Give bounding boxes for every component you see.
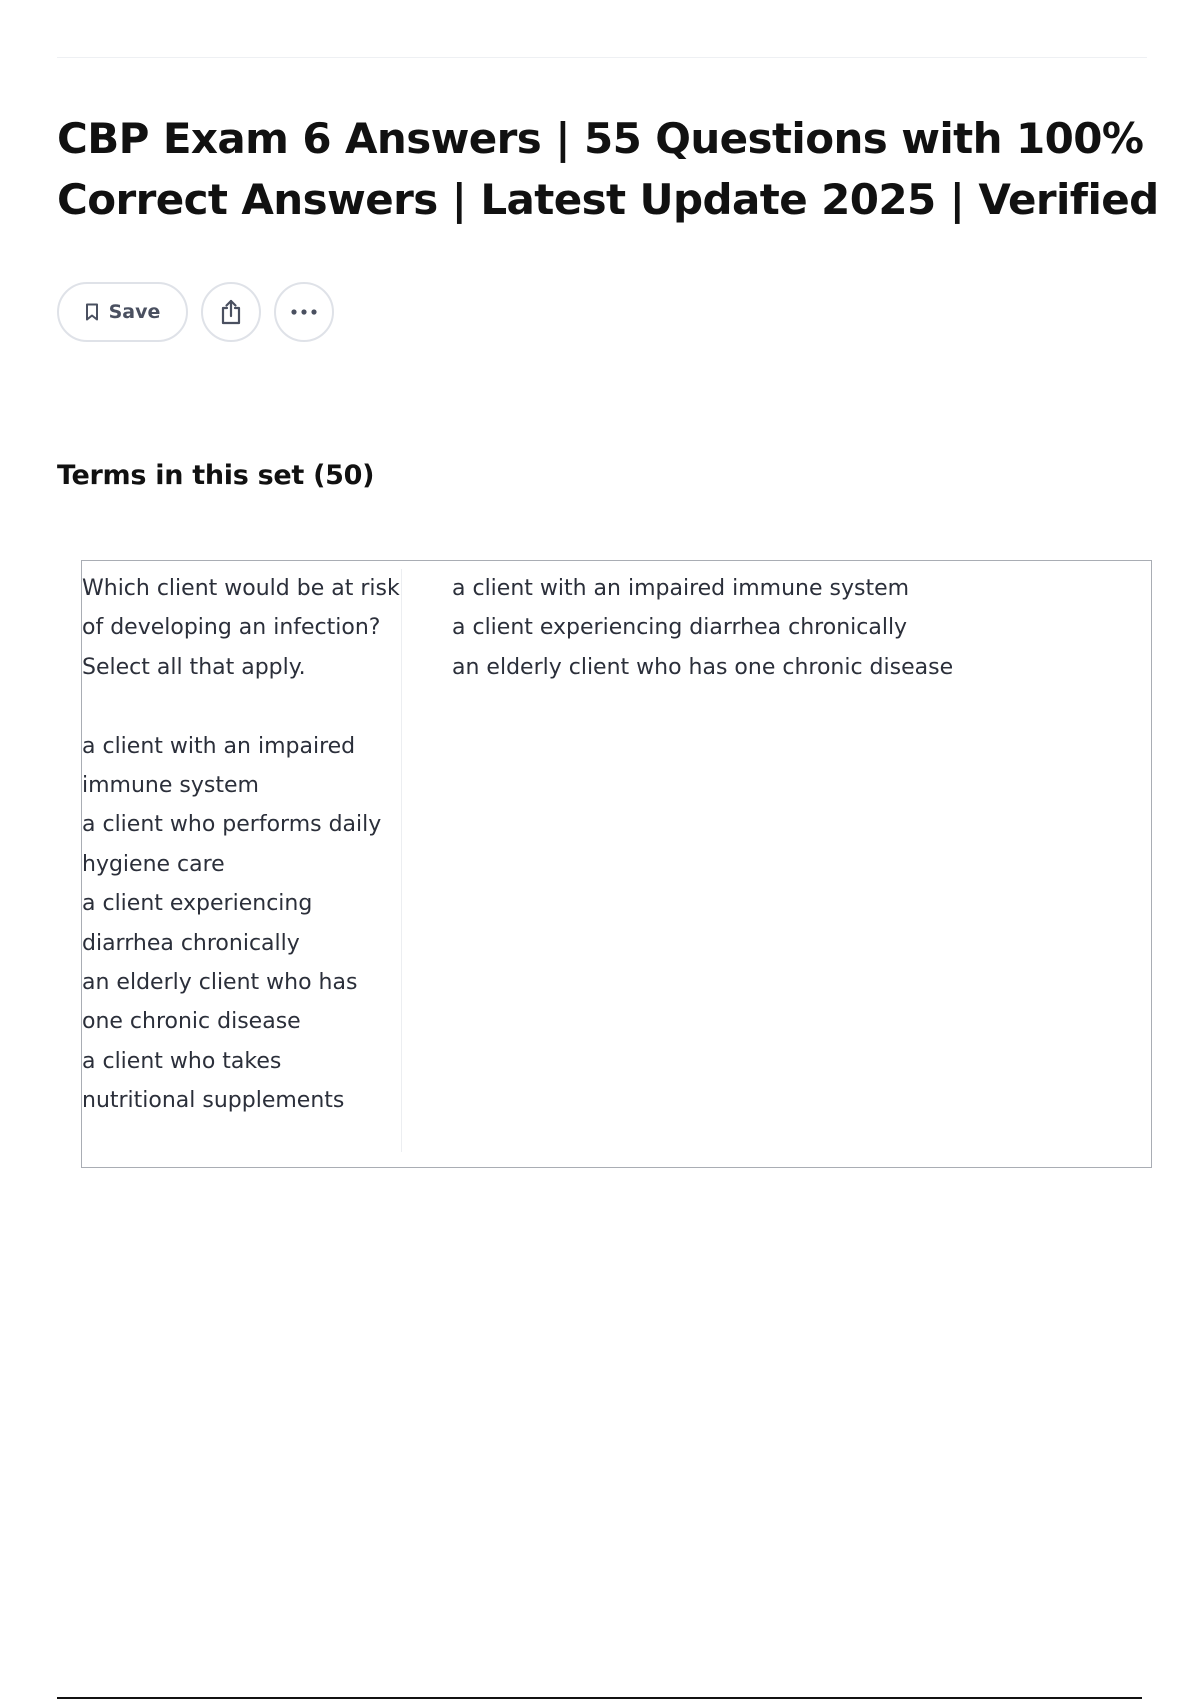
save-button[interactable] <box>57 282 188 342</box>
definition-answer: a client experiencing diarrhea chronically <box>452 615 908 641</box>
top-divider <box>57 57 1147 58</box>
term-side <box>82 569 402 1152</box>
more-options-button[interactable] <box>274 282 334 342</box>
term-option: a client with an impaired immune system <box>82 733 356 799</box>
term-card <box>81 560 1152 1168</box>
term-option: a client experiencing diarrhea chronically <box>82 891 313 956</box>
save-label: Save <box>108 301 161 323</box>
bookmark-icon <box>85 303 99 321</box>
term-question: Which client would be at risk of developing an infection? Select all that apply. <box>82 576 400 680</box>
more-icon <box>290 308 318 316</box>
share-icon <box>218 298 244 326</box>
share-button[interactable] <box>201 282 261 342</box>
term-option: a client who performs daily hygiene care <box>82 812 382 877</box>
term-option: a client who takes nutritional supplements <box>82 1048 345 1114</box>
action-bar <box>57 282 334 342</box>
definition-answer: a client with an impaired immune system <box>452 576 910 601</box>
definition-answer: an elderly client who has one chronic disease <box>452 654 954 680</box>
term-option: an elderly client who has one chronic disease <box>82 970 358 1035</box>
page-title: CBP Exam 6 Answers | 55 Questions with 100% Correct Answers | Latest Update 2025 | Verified <box>57 114 1159 224</box>
term-spacer <box>82 687 401 726</box>
bottom-divider <box>57 1697 1142 1699</box>
terms-heading: Terms in this set (50) <box>57 460 375 491</box>
definition-side <box>452 569 1132 687</box>
